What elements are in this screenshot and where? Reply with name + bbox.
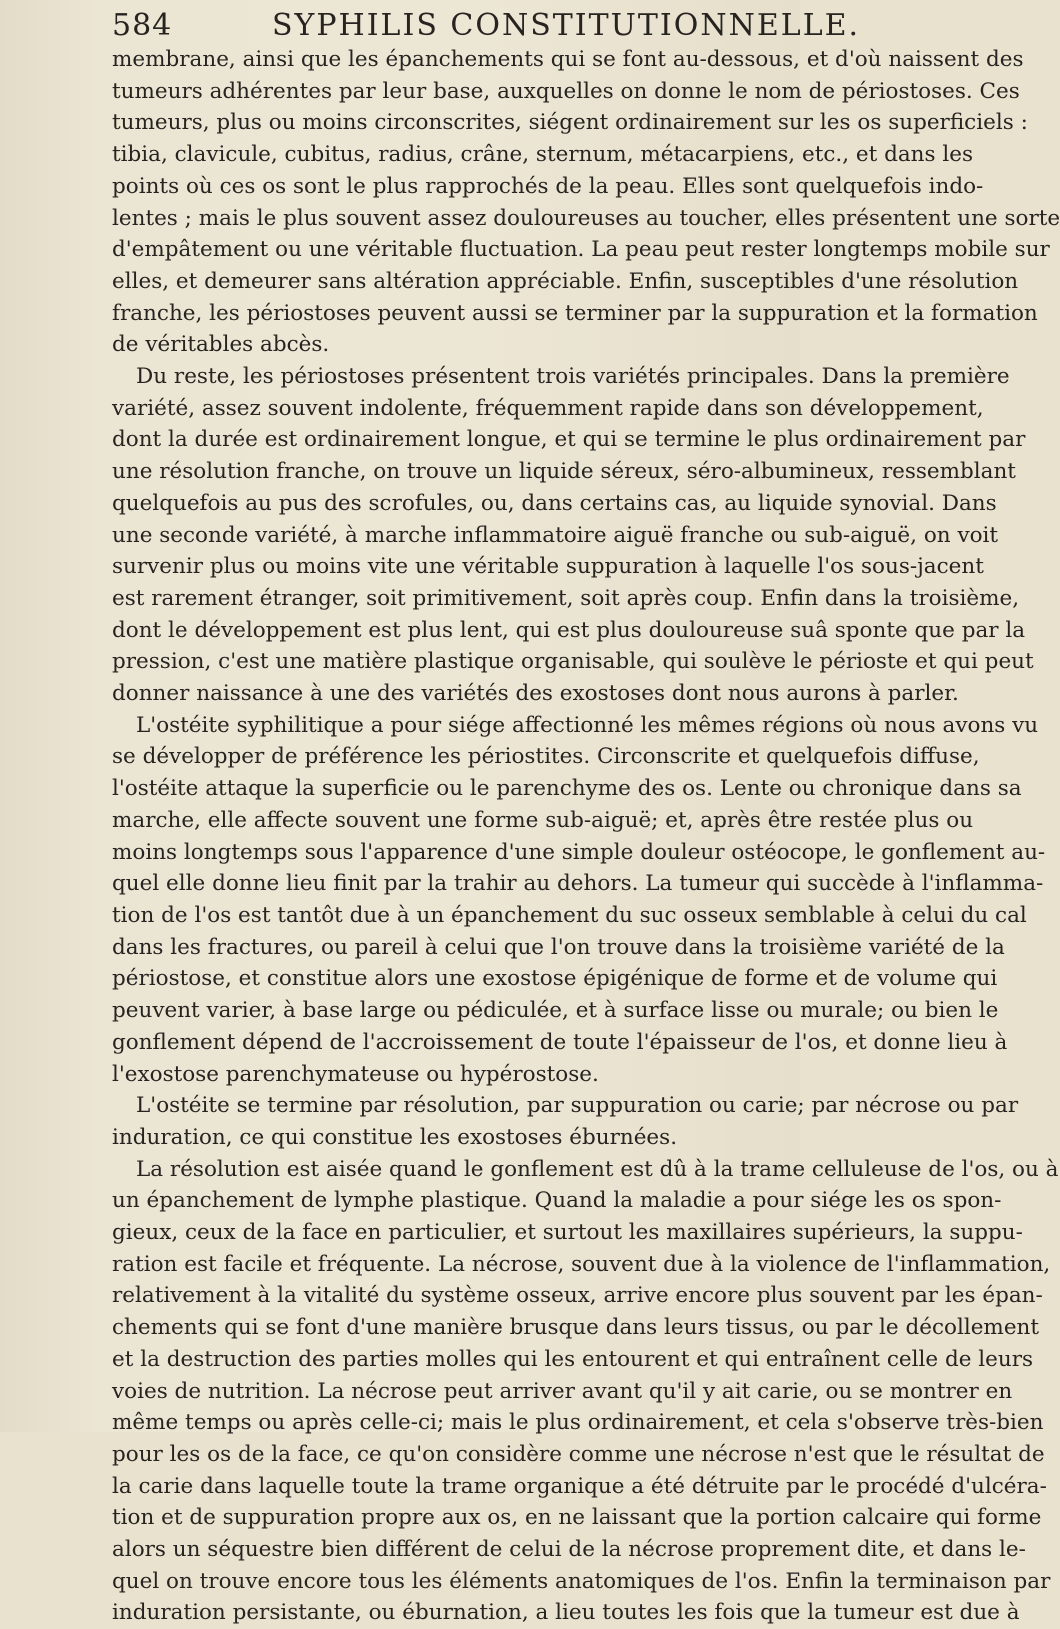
text-line: dont le développement est plus lent, qui est plus douloureuse suâ sponte que par la [112, 617, 1026, 643]
body-text [112, 44, 1060, 1629]
text-line: alors un séquestre bien différent de celui de la nécrose proprement dite, et dans le- [112, 1537, 1026, 1563]
text-line: un épanchement de lymphe plastique. Quand la maladie a pour siége les os spon- [112, 1188, 1002, 1214]
text-line: même temps ou après celle-ci; mais le plus ordinairement, et cela s'observe très-bien [112, 1410, 1044, 1436]
text-line: gonflement dépend de l'accroissement de toute l'épaisseur de l'os, et donne lieu à [112, 1029, 1008, 1055]
text-line: dans les fractures, ou pareil à celui que l'on trouve dans la troisième variété de la [112, 934, 1005, 960]
text-line: marche, elle affecte souvent une forme sub-aiguë; et, après être restée plus ou [112, 807, 974, 833]
text-line: Du reste, les périostoses présentent trois variétés principales. Dans la première [136, 364, 1010, 390]
text-line: et la destruction des parties molles qui les entourent et qui entraînent celle de leurs [112, 1346, 1034, 1372]
text-line: L'ostéite syphilitique a pour siége affectionné les mêmes régions où nous avons vu [136, 712, 1039, 738]
text-line: L'ostéite se termine par résolution, par suppuration ou carie; par nécrose ou par [136, 1093, 1019, 1119]
paragraph-2 [112, 361, 1034, 710]
text-line: quel elle donne lieu finit par la trahir au dehors. La tumeur qui succède à l'inflamma- [112, 871, 1044, 897]
text-line: variété, assez souvent indolente, fréquemment rapide dans son développement, [112, 395, 984, 421]
text-line: d'empâtement ou une véritable fluctuation. La peau peut rester longtemps mobile sur [112, 237, 1050, 263]
text-line: dont la durée est ordinairement longue, et qui se termine le plus ordinairement par [112, 427, 1026, 453]
text-line: tion de l'os est tantôt due à un épanchement du suc osseux semblable à celui du cal [112, 902, 1027, 928]
text-line: ration est facile et fréquente. La nécrose, souvent due à la violence de l'inflammation, [112, 1251, 1051, 1277]
text-line: tumeurs, plus ou moins circonscrites, siégent ordinairement sur les os superficiels : [112, 110, 1028, 136]
text-line: induration persistante, ou éburnation, a lieu toutes les fois que la tumeur est due à [112, 1600, 1020, 1626]
text-line: chements qui se font d'une manière brusque dans leurs tissus, ou par le décollement [112, 1315, 1040, 1341]
text-line: l'exostose parenchymateuse ou hypérostose. [112, 1061, 599, 1087]
text-line: induration, ce qui constitue les exostoses éburnées. [112, 1124, 678, 1150]
text-line: est rarement étranger, soit primitivement, soit après coup. Enfin dans la troisième, [112, 585, 1020, 611]
text-line: quelquefois au pus des scrofules, ou, dans certains cas, au liquide synovial. Dans [112, 490, 997, 516]
text-line: peuvent varier, à base large ou pédiculée, et à surface lisse ou murale; ou bien le [112, 998, 999, 1024]
text-line: voies de nutrition. La nécrose peut arriver avant qu'il y ait carie, ou se montrer en [112, 1378, 1013, 1404]
paragraph-5 [112, 1154, 1059, 1629]
text-line: points où ces os sont le plus rapprochés de la peau. Elles sont quelquefois indo- [112, 173, 984, 199]
running-title: SYPHILIS CONSTITUTIONNELLE. [272, 8, 861, 43]
text-line: se développer de préférence les périostites. Circonscrite et quelquefois diffuse, [112, 744, 980, 770]
text-line: l'ostéite attaque la superficie ou le parenchyme des os. Lente ou chronique dans sa [112, 776, 1022, 802]
text-line: La résolution est aisée quand le gonflement est dû à la trame celluleuse de l'os, ou à [136, 1156, 1059, 1182]
text-line: donner naissance à une des variétés des exostoses dont nous aurons à parler. [112, 681, 959, 707]
text-line: tion et de suppuration propre aux os, en ne laissant que la portion calcaire qui forme [112, 1505, 1042, 1531]
text-line: survenir plus ou moins vite une véritable suppuration à laquelle l'os sous-jacent [112, 554, 984, 580]
text-line: elles, et demeurer sans altération appréciable. Enfin, susceptibles d'une résolution [112, 268, 1019, 294]
text-line: gieux, ceux de la face en particulier, et surtout les maxillaires supérieurs, la suppu- [112, 1220, 1023, 1246]
text-line: tumeurs adhérentes par leur base, auxquelles on donne le nom de périostoses. Ces [112, 78, 1020, 104]
text-line: membrane, ainsi que les épanchements qui se font au-dessous, et d'où naissent des [112, 47, 1024, 72]
text-line: une résolution franche, on trouve un liquide séreux, séro-albumineux, ressemblant [112, 459, 1016, 485]
paragraph-3 [112, 710, 1046, 1090]
text-line: franche, les périostoses peuvent aussi se terminer par la suppuration et la formation [112, 300, 1038, 326]
text-line: pression, c'est une matière plastique organisable, qui soulève le périoste et qui peut [112, 649, 1034, 675]
text-line: périostose, et constitue alors une exostose épigénique de forme et de volume qui [112, 966, 998, 992]
text-line: relativement à la vitalité du système osseux, arrive encore plus souvent par les épan- [112, 1283, 1043, 1309]
text-line: moins longtemps sous l'apparence d'une simple douleur ostéocope, le gonflement au- [112, 839, 1046, 865]
text-line: une seconde variété, à marche inflammatoire aiguë franche ou sub-aiguë, on voit [112, 522, 999, 548]
paragraph-4 [112, 1090, 1019, 1153]
text-line: la carie dans laquelle toute la trame organique a été détruite par le procédé d'ulcéra- [112, 1473, 1047, 1499]
page-number: 584 [112, 8, 173, 43]
text-line: pour les os de la face, ce qu'on considère comme une nécrose n'est que le résultat de [112, 1441, 1045, 1467]
text-line: quel on trouve encore tous les éléments anatomiques de l'os. Enfin la terminaison par [112, 1568, 1051, 1594]
paragraph-1 [112, 44, 1060, 361]
text-line: tibia, clavicule, cubitus, radius, crâne, sternum, métacarpiens, etc., et dans les [112, 142, 974, 168]
text-line: lentes ; mais le plus souvent assez douloureuses au toucher, elles présentent une sorte [112, 205, 1060, 231]
running-head [112, 0, 861, 44]
text-line: de véritables abcès. [112, 332, 330, 358]
